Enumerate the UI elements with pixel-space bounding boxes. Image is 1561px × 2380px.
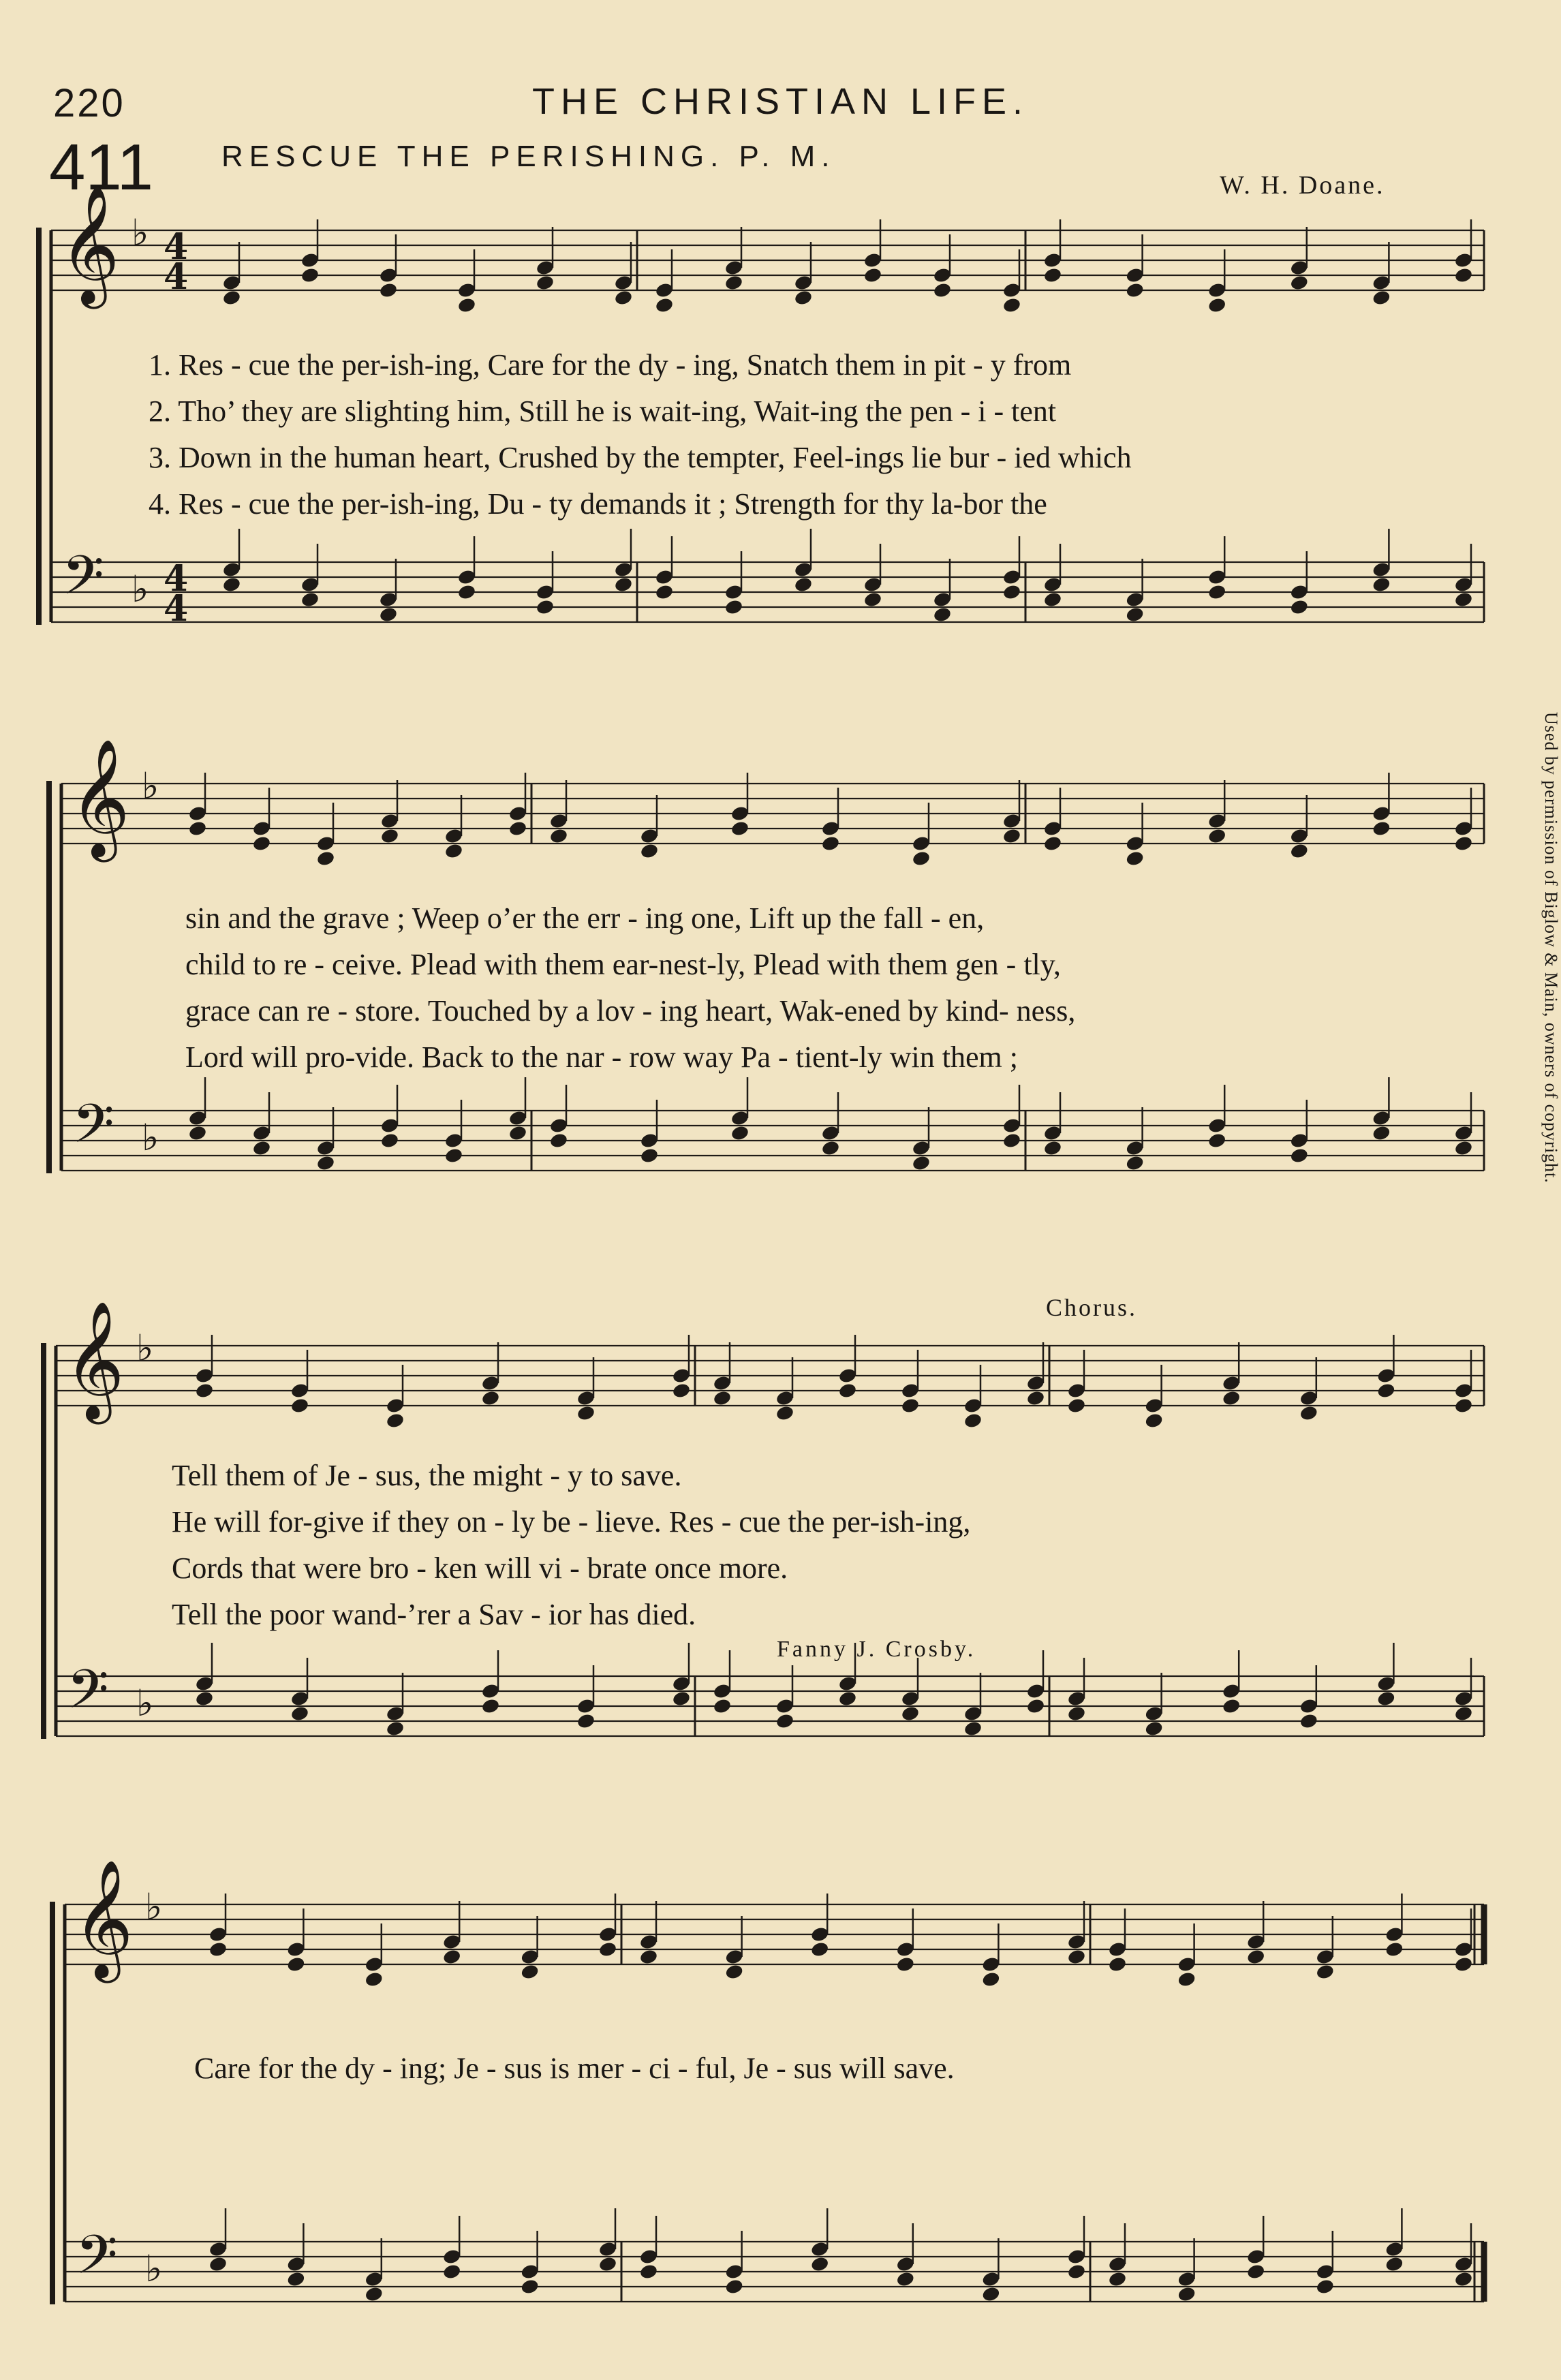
bass-clef-icon: 𝄢 <box>67 1658 109 1734</box>
treble-note <box>520 1963 540 1980</box>
bass-note <box>1002 1132 1022 1149</box>
treble-note <box>576 1404 596 1421</box>
bass-note <box>810 2255 830 2272</box>
bass-note <box>457 583 477 600</box>
treble-note <box>1207 827 1227 844</box>
copyright-permission: Used by permission of Biglow & Main, owners of copyright. <box>1541 712 1561 1184</box>
bass-note <box>316 1154 336 1171</box>
treble-note <box>1125 850 1145 867</box>
bass-note <box>895 2270 915 2287</box>
bass-note <box>1108 2270 1128 2287</box>
treble-note <box>1454 835 1474 852</box>
time-signature-icon: 4 <box>164 226 189 268</box>
lyric-line: 3. Down in the human heart, Crushed by the tempter, Feel-ings lie bur - ied which <box>149 441 1132 474</box>
treble-note <box>1385 1941 1404 1958</box>
treble-note <box>188 820 208 837</box>
bass-note <box>1376 1690 1396 1707</box>
treble-note <box>863 266 883 283</box>
time-signature-icon: 4 <box>164 558 189 600</box>
lyricist: Fanny J. Crosby. <box>777 1637 976 1662</box>
treble-note <box>1289 842 1309 859</box>
treble-note <box>672 1382 692 1399</box>
bass-note <box>1299 1712 1318 1729</box>
bass-note <box>1289 1147 1309 1164</box>
bass-note <box>724 2278 744 2295</box>
bass-note <box>1043 1139 1063 1156</box>
chorus-label: Chorus. <box>1046 1294 1138 1321</box>
bass-note <box>1454 1139 1474 1156</box>
treble-note <box>821 835 841 852</box>
bass-note <box>300 591 320 608</box>
bass-note <box>1372 576 1391 593</box>
treble-note <box>1246 1948 1266 1965</box>
treble-note <box>1454 1397 1474 1414</box>
bass-note <box>598 2255 618 2272</box>
bass-note <box>821 1139 841 1156</box>
flat-icon: ♭ <box>145 1885 163 1928</box>
bass-note <box>536 598 555 615</box>
treble-note <box>1002 296 1022 313</box>
treble-note <box>1207 296 1227 313</box>
flat-icon: ♭ <box>136 1327 154 1370</box>
lyric-line: child to re - ceive. Plead with them ear-nest-ly, Plead with them gen - tly, <box>185 948 1061 981</box>
treble-note <box>1454 266 1474 283</box>
treble-note <box>724 274 744 291</box>
bass-note <box>364 2285 384 2302</box>
bass-note <box>1315 2278 1335 2295</box>
bass-note <box>730 1124 750 1141</box>
treble-note <box>1372 289 1391 306</box>
treble-note <box>379 281 399 298</box>
treble-note <box>598 1941 618 1958</box>
lyric-line: Cords that were bro - ken will vi - brate once more. <box>172 1551 788 1585</box>
bass-note <box>1125 606 1145 623</box>
lyric-line: Tell them of Je - sus, the might - y to save. <box>172 1459 682 1492</box>
bass-note <box>1207 1132 1227 1149</box>
treble-note <box>300 266 320 283</box>
treble-note <box>286 1956 306 1973</box>
bass-note <box>672 1690 692 1707</box>
lyric-line: Care for the dy - ing; Je - sus is mer - ci - ful, Je - sus will save. <box>194 2052 955 2085</box>
bass-note <box>1289 598 1309 615</box>
treble-note <box>1125 281 1145 298</box>
bass-note <box>724 598 744 615</box>
treble-note <box>536 274 555 291</box>
bass-note <box>933 606 953 623</box>
treble-note <box>655 296 675 313</box>
time-signature-icon: 4 <box>164 588 189 630</box>
bass-note <box>713 1697 732 1714</box>
treble-clef-icon: 𝄞 <box>59 185 120 304</box>
bass-note <box>1125 1154 1145 1171</box>
treble-note <box>364 1971 384 1988</box>
treble-note <box>1144 1412 1164 1429</box>
treble-note <box>933 281 953 298</box>
treble-note <box>1002 827 1022 844</box>
treble-clef-icon: 𝄞 <box>69 739 130 857</box>
bass-note <box>549 1132 569 1149</box>
bass-note <box>290 1705 310 1722</box>
bass-note <box>1454 2270 1474 2287</box>
lyric-line: He will for-give if they on - ly be - lieve. Res - cue the per-ish-ing, <box>172 1505 971 1539</box>
treble-note <box>713 1389 732 1406</box>
bass-note <box>1454 1705 1474 1722</box>
treble-note <box>1222 1389 1241 1406</box>
treble-clef-icon: 𝄞 <box>73 1859 134 1978</box>
flat-icon: ♭ <box>142 1116 159 1159</box>
bass-note <box>1372 1124 1391 1141</box>
treble-note <box>730 820 750 837</box>
bass-note <box>508 1124 528 1141</box>
treble-note <box>252 835 272 852</box>
flat-icon: ♭ <box>132 568 149 611</box>
treble-note <box>1372 820 1391 837</box>
bass-note <box>1177 2285 1196 2302</box>
lyric-line: 1. Res - cue the per-ish-ing, Care for the dy - ing, Snatch them in pit - y from <box>149 348 1072 382</box>
bass-clef-icon: 𝄢 <box>76 2223 118 2300</box>
treble-note <box>208 1941 228 1958</box>
treble-note <box>444 842 464 859</box>
treble-note <box>222 289 242 306</box>
treble-note <box>895 1956 915 1973</box>
lyric-line: sin and the grave ; Weep o’er the err - ing one, Lift up the fall - en, <box>185 901 985 935</box>
bass-note <box>208 2255 228 2272</box>
treble-note <box>614 289 634 306</box>
lyric-line: grace can re - store. Touched by a lov - ing heart, Wak-ened by kind- ness, <box>185 994 1076 1027</box>
bass-note <box>639 2263 659 2280</box>
time-signature-icon: 4 <box>164 256 189 298</box>
treble-note <box>290 1397 310 1414</box>
treble-note <box>481 1389 501 1406</box>
bass-note <box>775 1712 795 1729</box>
treble-note <box>1299 1404 1318 1421</box>
treble-note <box>1067 1397 1087 1414</box>
treble-note <box>963 1412 983 1429</box>
bass-note <box>380 1132 400 1149</box>
bass-note <box>1026 1697 1046 1714</box>
flat-icon: ♭ <box>142 764 159 807</box>
hymn-number: 411 <box>49 131 154 204</box>
bass-note <box>1385 2255 1404 2272</box>
treble-note <box>442 1948 462 1965</box>
lyric-line: 2. Tho’ they are slighting him, Still he is wait-ing, Wait-ing the pen - i - tent <box>149 395 1057 428</box>
bass-note <box>222 576 242 593</box>
bass-note <box>195 1690 215 1707</box>
bass-note <box>981 2285 1001 2302</box>
bass-clef-icon: 𝄢 <box>72 1092 114 1169</box>
treble-note <box>386 1412 405 1429</box>
bass-note <box>1207 583 1227 600</box>
lyric-line: 4. Res - cue the per-ish-ing, Du - ty demands it ; Strength for thy la-bor the <box>149 487 1047 521</box>
treble-note <box>810 1941 830 1958</box>
treble-note <box>639 1948 659 1965</box>
treble-note <box>1315 1963 1335 1980</box>
bass-note <box>442 2263 462 2280</box>
bass-note <box>520 2278 540 2295</box>
treble-note <box>640 842 660 859</box>
treble-note <box>838 1382 858 1399</box>
bass-note <box>386 1720 405 1737</box>
lyric-line: Lord will pro-vide. Back to the nar - row way Pa - tient-ly win them ; <box>185 1040 1018 1074</box>
flat-icon: ♭ <box>132 211 149 254</box>
composer: W. H. Doane. <box>1220 171 1385 200</box>
bass-note <box>1222 1697 1241 1714</box>
bass-note <box>838 1690 858 1707</box>
bass-note <box>286 2270 306 2287</box>
bass-note <box>912 1154 931 1171</box>
bass-clef-icon: 𝄢 <box>62 544 104 620</box>
bass-note <box>1144 1720 1164 1737</box>
treble-note <box>1043 835 1063 852</box>
flat-icon: ♭ <box>145 2247 163 2290</box>
treble-note <box>981 1971 1001 1988</box>
treble-note <box>1454 1956 1474 1973</box>
bass-note <box>640 1147 660 1164</box>
bass-note <box>901 1705 921 1722</box>
treble-note <box>508 820 528 837</box>
treble-note <box>1376 1382 1396 1399</box>
treble-note <box>912 850 931 867</box>
bass-note <box>863 591 883 608</box>
treble-note <box>1289 274 1309 291</box>
treble-note <box>1043 266 1063 283</box>
treble-note <box>1026 1389 1046 1406</box>
treble-note <box>724 1963 744 1980</box>
treble-note <box>775 1404 795 1421</box>
bass-note <box>794 576 814 593</box>
bass-note <box>1067 1705 1087 1722</box>
bass-note <box>1002 583 1022 600</box>
flat-icon: ♭ <box>136 1682 154 1725</box>
page-number: 220 <box>53 81 125 125</box>
bass-note <box>576 1712 596 1729</box>
bass-note <box>1043 591 1063 608</box>
bass-note <box>1454 591 1474 608</box>
treble-note <box>380 827 400 844</box>
bass-note <box>188 1124 208 1141</box>
section-title: THE CHRISTIAN LIFE. <box>531 81 1030 122</box>
treble-note <box>794 289 814 306</box>
lyric-line: Tell the poor wand-’rer a Sav - ior has died. <box>172 1598 696 1631</box>
treble-note <box>1177 1971 1196 1988</box>
treble-note <box>457 296 477 313</box>
treble-note <box>316 850 336 867</box>
bass-note <box>252 1139 272 1156</box>
treble-note <box>195 1382 215 1399</box>
bass-note <box>1067 2263 1087 2280</box>
bass-note <box>614 576 634 593</box>
treble-note <box>1067 1948 1087 1965</box>
bass-note <box>444 1147 464 1164</box>
treble-clef-icon: 𝄞 <box>64 1301 125 1419</box>
treble-note <box>1108 1956 1128 1973</box>
treble-note <box>901 1397 921 1414</box>
bass-note <box>379 606 399 623</box>
bass-note <box>655 583 675 600</box>
treble-note <box>549 827 569 844</box>
bass-note <box>481 1697 501 1714</box>
bass-note <box>963 1720 983 1737</box>
bass-note <box>1246 2263 1266 2280</box>
hymn-title: RESCUE THE PERISHING. P. M. <box>221 140 836 173</box>
